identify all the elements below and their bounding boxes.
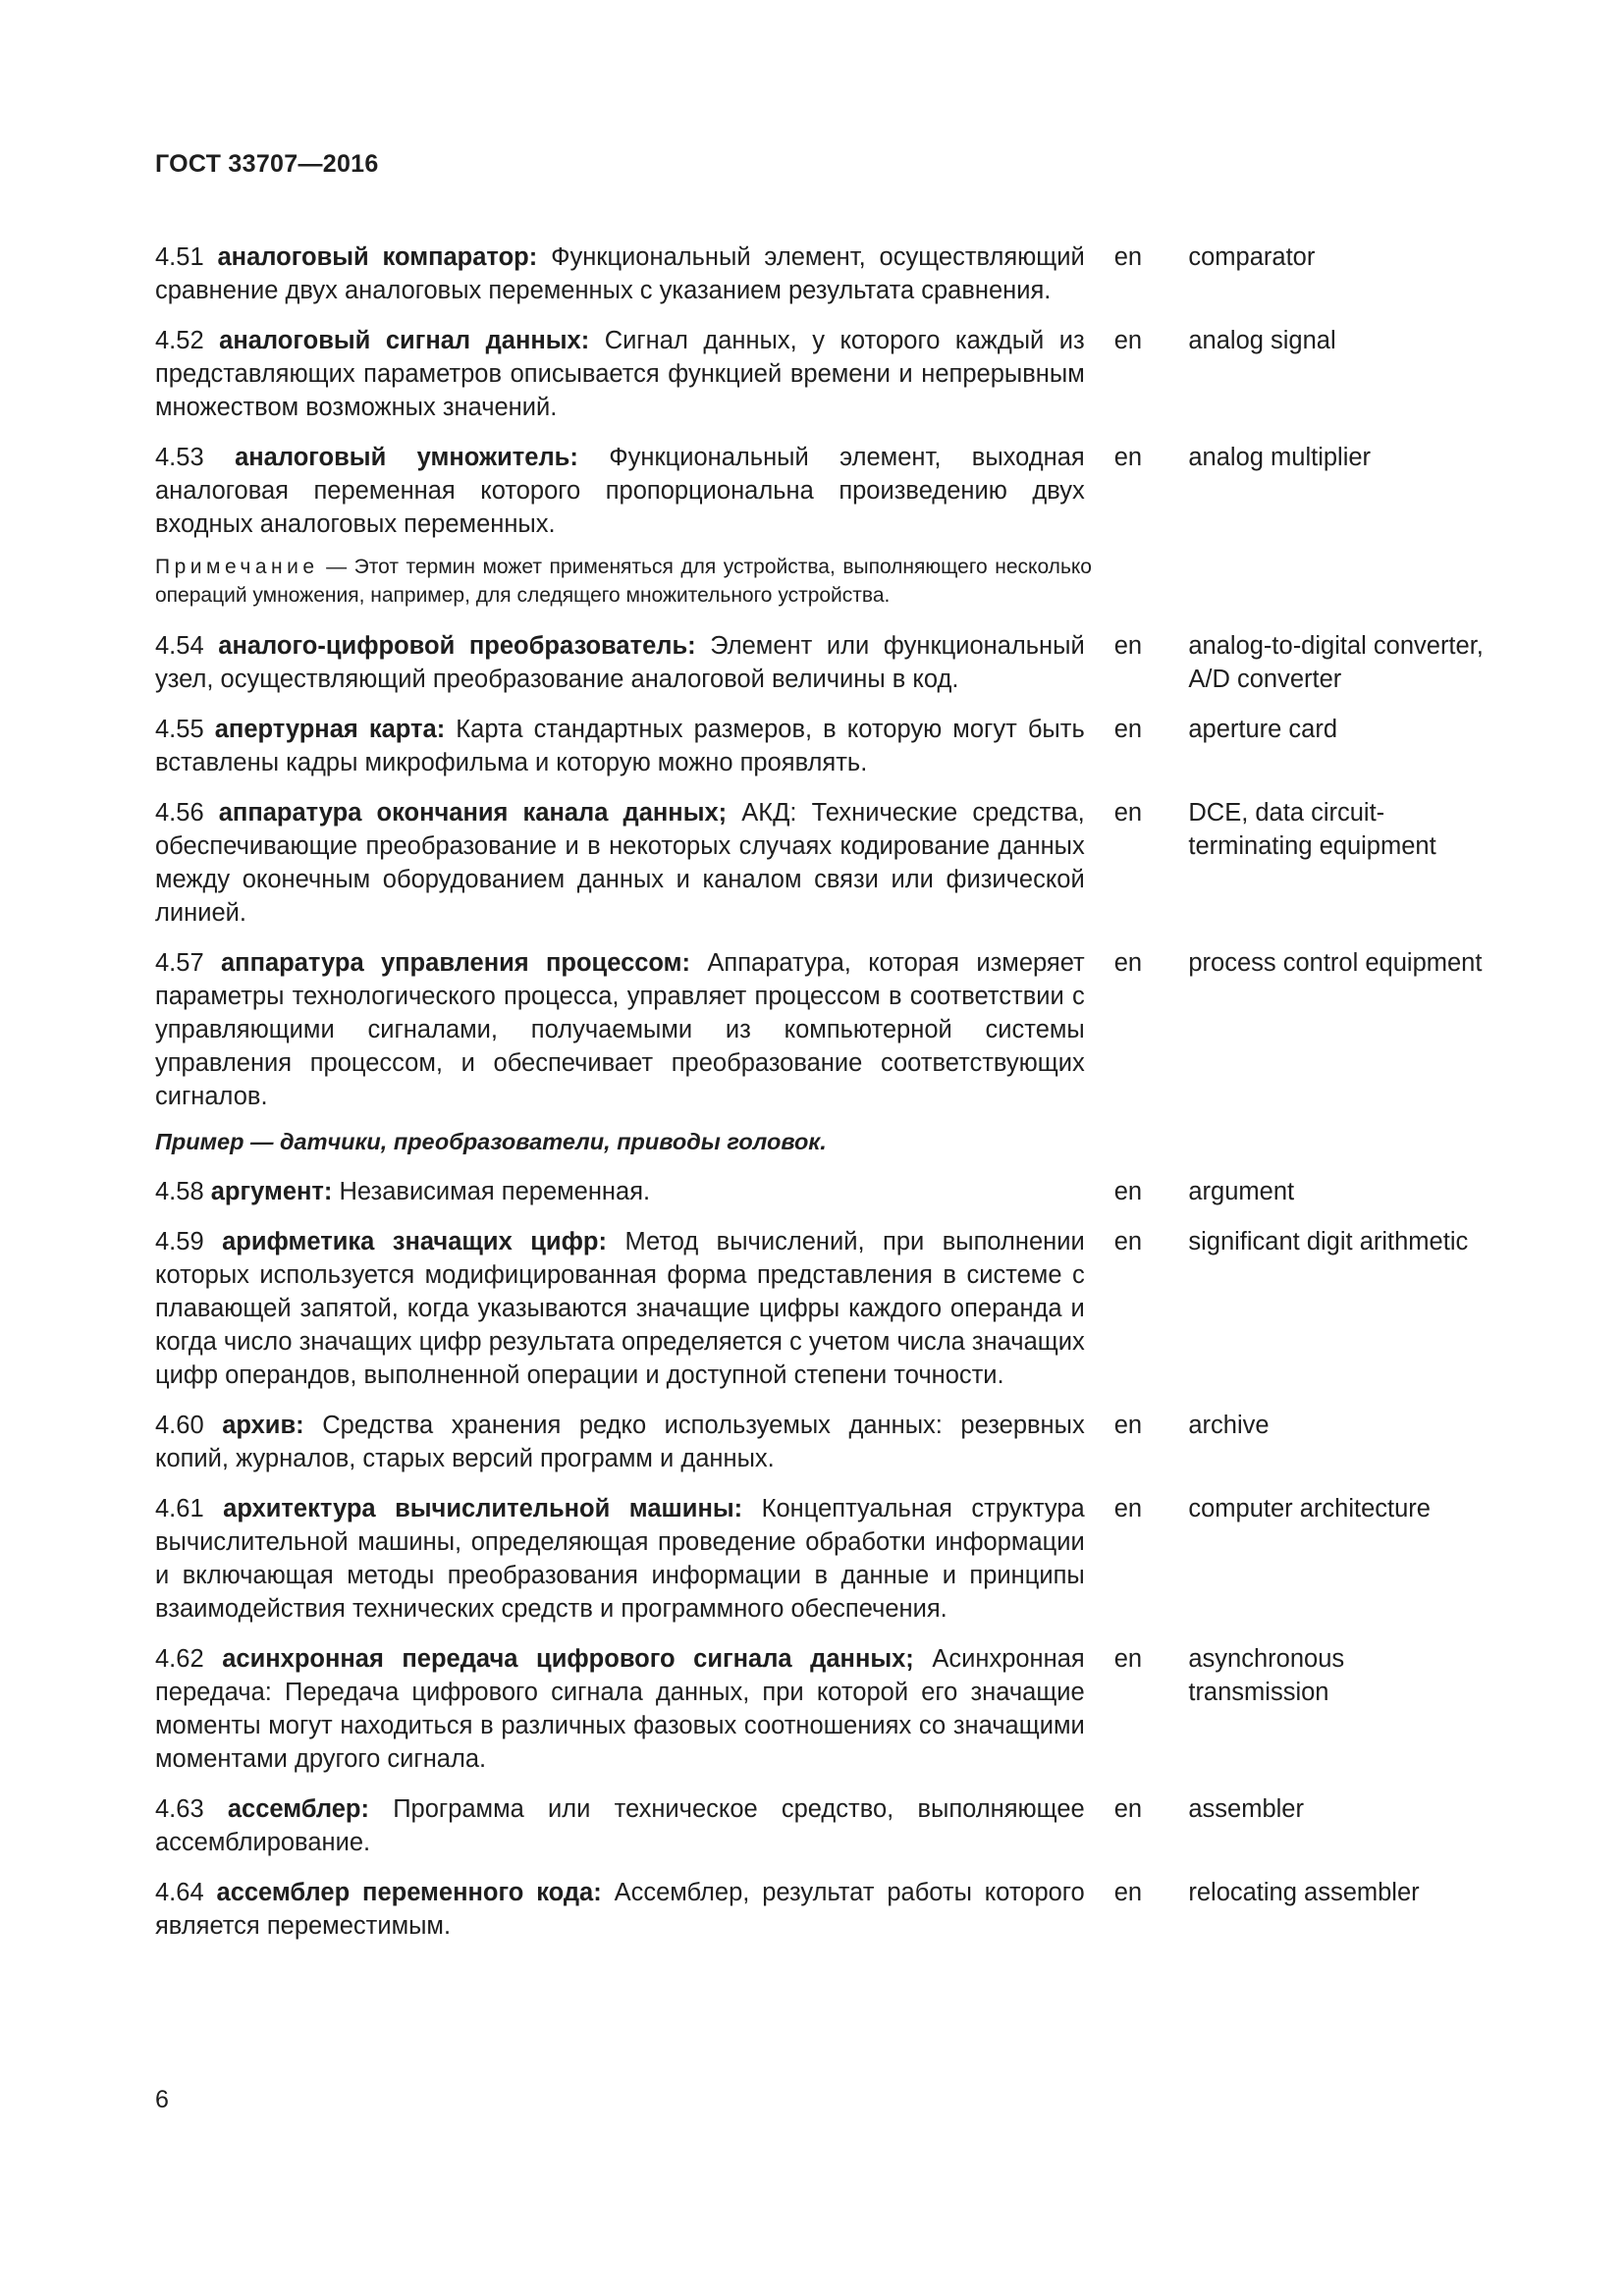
term-text: Концептуальная структура вычислительной машины, определяющая проведение обработки информации и включающая методы преобразования информации в данные и принципы взаимодействия технических средств и программного обеспечения. bbox=[155, 1495, 1085, 1623]
term-number: 4.63 bbox=[155, 1795, 204, 1823]
english-term: analog signal bbox=[1188, 327, 1336, 354]
term-name: аргумент: bbox=[210, 1178, 333, 1205]
term-entry-4-55 bbox=[155, 713, 1490, 779]
document-header: ГОСТ 33707—2016 bbox=[155, 150, 379, 178]
term-entry-4-57 bbox=[155, 946, 1490, 1113]
term-entry-4-59 bbox=[155, 1225, 1490, 1392]
term-entry-4-53 bbox=[155, 441, 1490, 541]
term-definition bbox=[155, 1175, 1085, 1208]
english-term: aperture card bbox=[1188, 716, 1338, 743]
term-name: аналоговый сигнал данных: bbox=[219, 327, 590, 354]
term-entry-4-54 bbox=[155, 629, 1490, 696]
language-code: en bbox=[1113, 444, 1143, 471]
english-term: assembler bbox=[1188, 1795, 1304, 1823]
term-definition bbox=[155, 796, 1085, 930]
term-number: 4.54 bbox=[155, 632, 204, 660]
term-number: 4.62 bbox=[155, 1645, 204, 1673]
term-entry-4-61 bbox=[155, 1492, 1490, 1626]
term-text: Ассемблер, результат работы которого является переместимым. bbox=[155, 1879, 1085, 1940]
term-definition bbox=[155, 1876, 1085, 1943]
language-code: en bbox=[1113, 949, 1143, 977]
language-code: en bbox=[1113, 1412, 1143, 1439]
term-text: Асинхронная передача: Передача цифрового сигнала данных, при которой его значащие моменты могут находиться в различных фазовых соотношениях со значащими моментами другого сигнала. bbox=[155, 1645, 1085, 1773]
english-term: archive bbox=[1188, 1412, 1270, 1439]
page-number: 6 bbox=[155, 2086, 169, 2113]
english-term: comparator bbox=[1188, 243, 1316, 271]
term-text: Функциональный элемент, осуществляющий сравнение двух аналоговых переменных с указанием результата сравнения. bbox=[155, 243, 1085, 304]
terms-list bbox=[155, 240, 1490, 1959]
term-entry-4-62 bbox=[155, 1642, 1490, 1776]
term-definition bbox=[155, 713, 1085, 779]
language-code: en bbox=[1113, 1228, 1143, 1255]
term-number: 4.61 bbox=[155, 1495, 204, 1522]
term-definition bbox=[155, 1642, 1085, 1776]
term-definition bbox=[155, 629, 1085, 696]
term-text: Программа или техническое средство, выполняющее ассемблирование. bbox=[155, 1795, 1085, 1856]
note bbox=[155, 553, 1092, 610]
term-entry-4-52 bbox=[155, 324, 1490, 424]
term-text: Карта стандартных размеров, в которую могут быть вставлены кадры микрофильма и которую можно проявлять. bbox=[155, 716, 1085, 776]
term-definition bbox=[155, 1225, 1085, 1392]
term-text: АКД: Технические средства, обеспечивающие преобразование и в некоторых случаях кодирование данных между оконечным оборудованием данных и каналом связи или физической линией. bbox=[155, 799, 1085, 927]
term-definition bbox=[155, 1409, 1085, 1475]
term-name: аналоговый умножитель: bbox=[235, 444, 578, 471]
note-label: Примечание bbox=[155, 556, 319, 578]
term-name: апертурная карта: bbox=[214, 716, 446, 743]
term-text: Функциональный элемент, выходная аналоговая переменная которого пропорциональна произведению двух входных аналоговых переменных. bbox=[155, 444, 1085, 538]
term-text: Сигнал данных, у которого каждый из представляющих параметров описывается функцией времени и непрерывным множеством возможных значений. bbox=[155, 327, 1085, 421]
language-code: en bbox=[1113, 1645, 1143, 1673]
term-name: аппаратура окончания канала данных; bbox=[218, 799, 728, 827]
term-number: 4.64 bbox=[155, 1879, 204, 1906]
term-entry-4-64 bbox=[155, 1876, 1490, 1943]
term-number: 4.51 bbox=[155, 243, 204, 271]
language-code: en bbox=[1113, 632, 1143, 660]
term-entry-4-63 bbox=[155, 1792, 1490, 1859]
english-term: asynchronous transmission bbox=[1188, 1645, 1345, 1706]
term-text: Независимая переменная. bbox=[339, 1178, 651, 1205]
term-entry-4-60 bbox=[155, 1409, 1490, 1475]
english-term: process control equipment bbox=[1188, 949, 1483, 977]
term-number: 4.59 bbox=[155, 1228, 204, 1255]
term-name: аналого-цифровой преобразователь: bbox=[218, 632, 696, 660]
language-code: en bbox=[1113, 327, 1143, 354]
term-number: 4.57 bbox=[155, 949, 204, 977]
language-code: en bbox=[1113, 1178, 1143, 1205]
english-term: argument bbox=[1188, 1178, 1295, 1205]
term-definition bbox=[155, 1492, 1085, 1626]
term-text: Средства хранения редко используемых данных: резервных копий, журналов, старых версий программ и данных. bbox=[155, 1412, 1085, 1472]
term-number: 4.55 bbox=[155, 716, 204, 743]
language-code: en bbox=[1113, 1495, 1143, 1522]
term-name: асинхронная передача цифрового сигнала данных; bbox=[222, 1645, 914, 1673]
term-name: аналоговый компаратор: bbox=[217, 243, 538, 271]
term-number: 4.60 bbox=[155, 1412, 204, 1439]
language-code: en bbox=[1113, 1879, 1143, 1906]
term-number: 4.56 bbox=[155, 799, 204, 827]
term-name: архитектура вычислительной машины: bbox=[223, 1495, 743, 1522]
language-code: en bbox=[1113, 799, 1143, 827]
term-text: Метод вычислений, при выполнении которых используется модифицированная форма представления в системе с плавающей запятой, когда указываются значащие цифры каждого операнда и когда число значащих цифр результата определяется с учетом числа значащих цифр операндов, выполненной операции и доступной степени точности. bbox=[155, 1228, 1085, 1389]
term-definition bbox=[155, 1792, 1085, 1859]
english-term: analog multiplier bbox=[1188, 444, 1372, 471]
term-text: Элемент или функциональный узел, осуществляющий преобразование аналоговой величины в код. bbox=[155, 632, 1085, 693]
english-term: significant digit arithmetic bbox=[1188, 1228, 1469, 1255]
term-number: 4.52 bbox=[155, 327, 204, 354]
english-term: DCE, data circuit-terminating equipment bbox=[1188, 799, 1436, 860]
language-code: en bbox=[1113, 1795, 1143, 1823]
term-entry-4-56 bbox=[155, 796, 1490, 930]
english-term: computer architecture bbox=[1188, 1495, 1431, 1522]
term-number: 4.58 bbox=[155, 1178, 204, 1205]
term-text: Аппаратура, которая измеряет параметры технологического процесса, управляет процессом в соответствии с управляющими сигналами, получаемыми из компьютерной системы управления процессом, и обеспечивает преобразование соответствующих сигналов. bbox=[155, 949, 1085, 1110]
english-term: analog-to-digital converter, A/D converter bbox=[1188, 632, 1484, 693]
term-number: 4.53 bbox=[155, 444, 204, 471]
term-name: арифметика значащих цифр: bbox=[222, 1228, 607, 1255]
term-name: ассемблер переменного кода: bbox=[216, 1879, 602, 1906]
term-name: ассемблер: bbox=[227, 1795, 369, 1823]
example: Пример — датчики, преобразователи, приводы головок. bbox=[155, 1129, 827, 1154]
term-name: архив: bbox=[222, 1412, 304, 1439]
language-code: en bbox=[1113, 243, 1143, 271]
english-term: relocating assembler bbox=[1188, 1879, 1420, 1906]
term-definition bbox=[155, 946, 1085, 1113]
term-definition bbox=[155, 324, 1085, 424]
term-name: аппаратура управления процессом: bbox=[220, 949, 691, 977]
term-definition bbox=[155, 240, 1085, 307]
term-entry-4-51 bbox=[155, 240, 1490, 307]
note-text: — Этот термин может применяться для устройства, выполняющего несколько операций умножения, например, для следящего множительного устройства. bbox=[155, 556, 1092, 607]
language-code: en bbox=[1113, 716, 1143, 743]
term-definition bbox=[155, 441, 1085, 541]
term-entry-4-58 bbox=[155, 1175, 1490, 1208]
